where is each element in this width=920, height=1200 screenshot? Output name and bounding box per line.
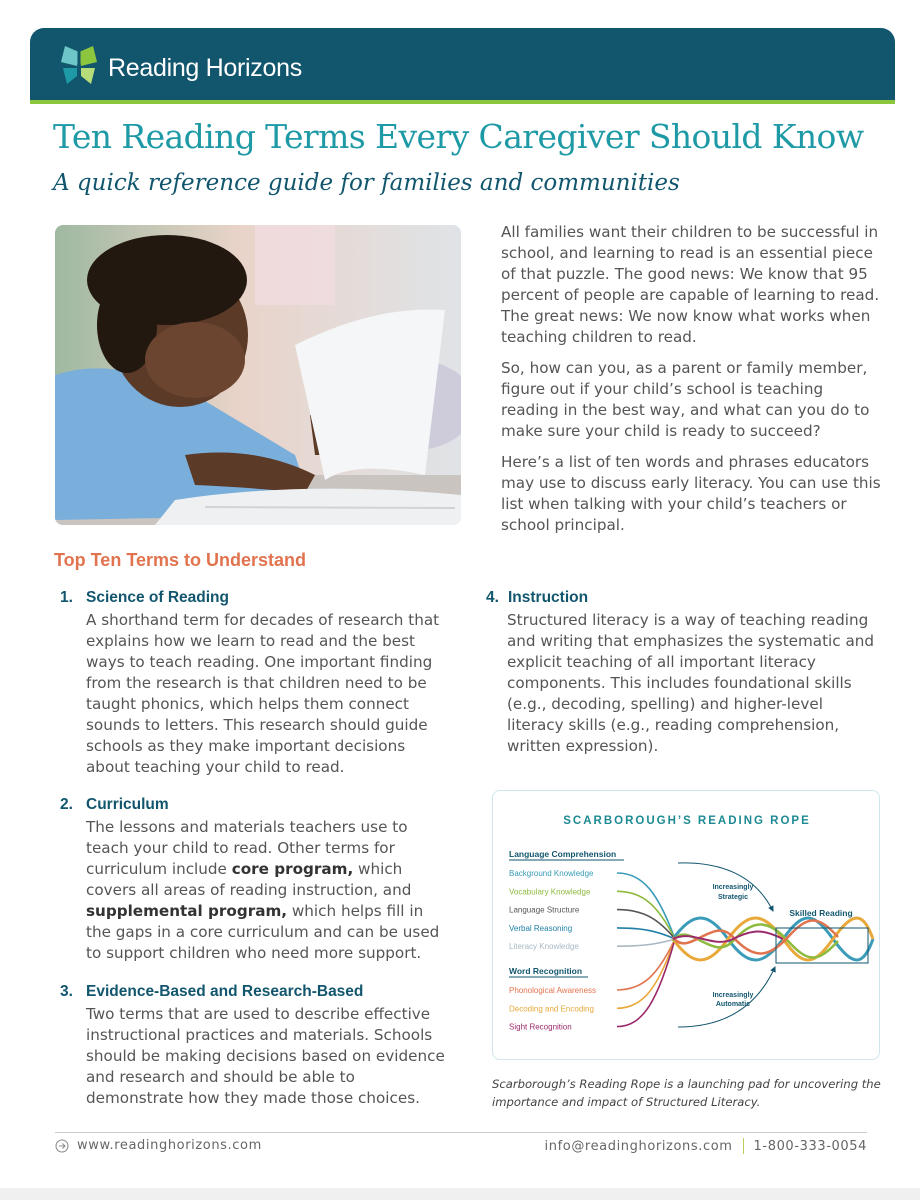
diagram-caption: Scarborough’s Reading Rope is a launching pad for uncovering the importance and impact of Structured Literacy. <box>492 1077 881 1109</box>
term-item <box>60 586 450 778</box>
rope-braid <box>673 918 873 960</box>
rope-wr-heading: Word Recognition <box>509 966 583 976</box>
page-subtitle: A quick reference guide for families and communities <box>53 170 680 196</box>
footer-separator <box>743 1138 744 1154</box>
term-item <box>60 980 450 1109</box>
rope-strategic-label-2: Strategic <box>718 894 748 901</box>
rope-lc-heading: Language Comprehension <box>509 849 617 859</box>
term-number: 1. <box>60 589 73 606</box>
rope-strand-label: Decoding and Encoding <box>509 1004 594 1014</box>
rope-strand-label: Vocabulary Knowledge <box>509 887 591 897</box>
arrow-circle-icon <box>55 1139 69 1153</box>
page-title: Ten Reading Terms Every Caregiver Should Know <box>53 117 864 156</box>
email-link[interactable]: info@readinghorizons.com <box>544 1138 733 1154</box>
rope-strand-line <box>617 939 675 1027</box>
term-title: Curriculum <box>86 796 169 813</box>
butterfly-book-icon <box>55 42 103 90</box>
term-heading <box>60 793 450 817</box>
bottom-band <box>0 1188 920 1200</box>
term-heading <box>60 980 450 1004</box>
rope-strand-label: Verbal Reasoning <box>509 923 573 933</box>
child-reading-photo <box>55 225 461 525</box>
intro-paragraph: Here’s a list of ten words and phrases educators may use to discuss early literacy. You can use this list when talking with your child’s teachers or school principal. <box>501 453 881 534</box>
term-keyword: supplemental program, <box>86 902 288 920</box>
term-keyword: core program, <box>231 860 354 878</box>
brand-name: Reading Horizons <box>108 54 302 82</box>
rope-strand-label: Literacy Knowledge <box>509 942 579 952</box>
rope-strand-label: Language Structure <box>509 905 580 915</box>
phone-number: 1-800-333-0054 <box>753 1138 867 1154</box>
term-number: 2. <box>60 796 73 813</box>
rope-skilled-label: Skilled Reading <box>789 908 853 918</box>
rope-wr-strands <box>509 939 675 1032</box>
reading-rope-graphic <box>493 791 878 1058</box>
intro-paragraph: All families want their children to be successful in school, and learning to read is an essential piece of that puzzle. The good news: We know that 95 percent of people are capable of learning to read. The great news: We now know what works when teaching children to read. <box>501 223 880 346</box>
term-title: Science of Reading <box>86 589 229 606</box>
term-body: Two terms that are used to describe effective instructional practices and materials. Schools should be making decisions based on evidence and research and should be able to demonstrate how they made those choices. <box>86 1005 445 1107</box>
section-heading: Top Ten Terms to Understand <box>54 550 307 570</box>
term-item <box>486 586 881 757</box>
rope-lc-strands <box>509 869 675 951</box>
term-body-text: which helps fill in the gaps in a core curriculum and can be used to support children who need more support. <box>86 902 440 962</box>
rope-strand-label: Background Knowledge <box>509 869 594 878</box>
header-accent-stripe <box>30 100 895 104</box>
intro-text <box>501 222 881 546</box>
rope-title: SCARBOROUGH’S READING ROPE <box>563 815 811 827</box>
term-body: A shorthand term for decades of research that explains how we learn to read and the best ways to teach reading. One important finding from the research is that children need to be taught phonics, which helps them connect sounds to letters. This research should guide schools as they make important decisions about teaching your child to read. <box>86 611 440 776</box>
term-body <box>86 817 450 964</box>
footer-contact <box>545 1138 867 1154</box>
term-body-text: which covers all areas of reading instruction, and <box>86 860 412 899</box>
website-link[interactable]: www.readinghorizons.com <box>77 1138 262 1153</box>
term-number: 4. <box>486 589 499 606</box>
term-title: Instruction <box>508 589 589 606</box>
rope-automatic-label-2: Automatic <box>715 1001 751 1008</box>
term-heading <box>486 586 881 610</box>
rope-strategic-label-1: Increasingly <box>712 884 754 891</box>
rope-strand-label: Phonological Awareness <box>509 986 597 995</box>
rope-strand-label: Sight Recognition <box>509 1022 572 1032</box>
term-body-text: The lessons and materials teachers use to teach your child to read. Other terms for curriculum include <box>86 818 408 878</box>
term-title: Evidence-Based and Research-Based <box>86 983 364 1000</box>
term-heading <box>60 586 450 610</box>
reading-rope-diagram <box>492 790 880 1060</box>
footer-divider <box>55 1132 867 1133</box>
term-body: Structured literacy is a way of teaching reading and writing that emphasizes the systematic and explicit teaching of all important literacy components. This includes foundational skills (e.g., decoding, spelling) and higher-level literacy skills (e.g., reading comprehension, written expression). <box>507 611 875 755</box>
rope-strand-line <box>617 939 675 1008</box>
rope-strand-line <box>617 939 675 946</box>
intro-paragraph: So, how can you, as a parent or family member, figure out if your child’s school is teaching reading in the best way, and what can you do to make sure your child is ready to succeed? <box>501 359 870 440</box>
term-item <box>60 793 450 964</box>
rope-automatic-label-1: Increasingly <box>712 992 754 999</box>
term-number: 3. <box>60 983 73 1000</box>
footer-website[interactable] <box>55 1138 262 1153</box>
